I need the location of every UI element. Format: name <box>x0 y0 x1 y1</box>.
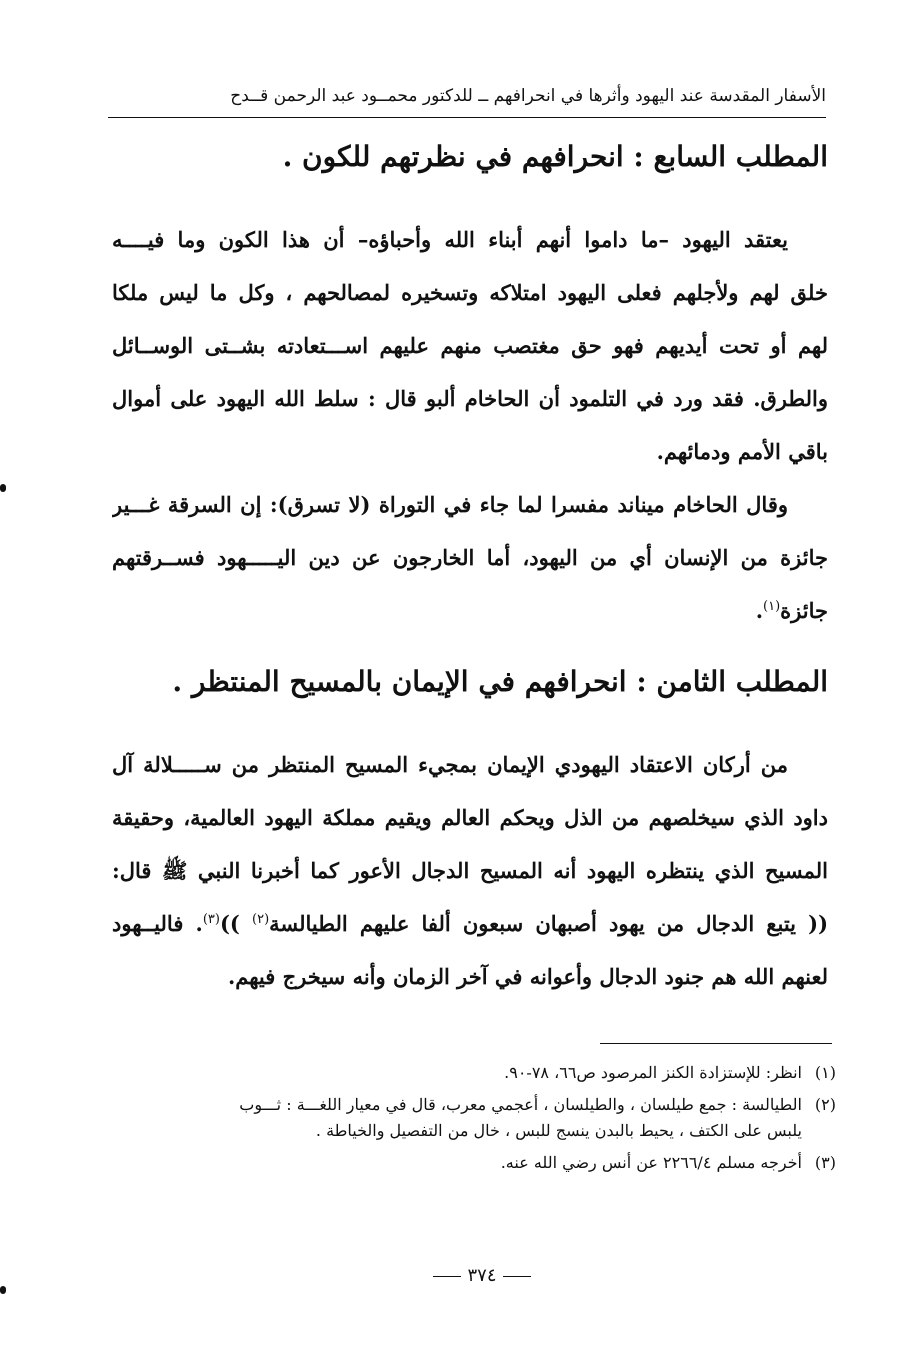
footnote-3 <box>112 1150 836 1176</box>
text-line: لعنهم الله هم جنود الدجال وأعوانه في آخر الزمان وأنه سيخرج فيهم. <box>227 964 828 989</box>
header-rule <box>108 117 826 118</box>
footnote-number: (٣) <box>814 1153 836 1172</box>
page-number-dash <box>503 1276 531 1277</box>
text-fragment: . فاليــهود <box>112 911 203 936</box>
text-line: باقي الأمم ودمائهم. <box>656 439 828 464</box>
page-number <box>412 1263 552 1289</box>
text-line: جائزة من الإنسان أي من اليهود، أما الخارجون عن دين اليـــــهود فســرقتهم <box>112 545 828 570</box>
footnote-text: يلبس على الكتف ، يحيط بالبدن ينسج للبس ، خال من التفصيل والخياطة . <box>315 1121 802 1140</box>
scan-edge-mark <box>0 484 6 492</box>
footnote-text: الطيالسة : جمع طيلسان ، والطيلسان ، أعجمي معرب، قال في معيار اللغـــة : ثـــوب <box>239 1095 802 1114</box>
section-heading-7: المطلب السابع : انحرافهم في نظرتهم للكون . <box>282 140 828 173</box>
page-number-dash <box>433 1276 461 1277</box>
footnote-number: (١) <box>814 1063 836 1082</box>
footnote-1 <box>112 1060 836 1086</box>
text-fragment: . <box>755 598 764 623</box>
footnote-ref-3[interactable]: (٣) <box>202 912 220 927</box>
text-line: لهم أو تحت أيديهم فهو حق مغتصب منهم عليهم اســـتعادته بشــتى الوســائل <box>112 333 828 358</box>
footnote-ref-2[interactable]: (٢) <box>252 912 270 927</box>
footnote-ref-1[interactable]: (١) <box>763 599 781 614</box>
section-heading-8: المطلب الثامن : انحرافهم في الإيمان بالمسيح المنتظر . <box>172 665 828 698</box>
text-line: والطرق. فقد ورد في التلمود أن الحاخام ألبو قال : سلط الله اليهود على أموال <box>112 386 828 411</box>
running-header: الأسفار المقدسة عند اليهود وأثرها في انحرافهم ــ للدكتور محمــود عبد الرحمن قــدح <box>230 86 826 106</box>
text-line: يعتقد اليهود –ما داموا أنهم أبناء الله وأحباؤه– أن هذا الكون وما فيــــه <box>112 227 788 252</box>
text-line: خلق لهم ولأجلهم فعلى اليهود امتلاكه وتسخيره لمصالحهم ، وكل ما ليس ملكا <box>112 280 828 305</box>
hadith-quote: (( يتبع الدجال من يهود أصبهان سبعون ألفا عليهم الطيالسة <box>269 911 828 936</box>
paragraph-worldview <box>112 213 828 478</box>
text-fragment: )) <box>219 911 252 936</box>
text-line-with-footnotes <box>112 897 828 950</box>
text-line-with-footnote <box>112 584 828 637</box>
footnote-number: (٢) <box>814 1095 836 1114</box>
page-number-value: ٣٧٤ <box>467 1265 497 1286</box>
footnotes <box>112 1060 836 1182</box>
text-fragment: جائزة <box>780 598 828 623</box>
text-line: وقال الحاخام ميناند مفسرا لما جاء في التوراة (لا تسرق): إن السرقة غـــير <box>112 492 788 517</box>
text-line: المسيح الذي ينتظره اليهود أنه المسيح الدجال الأعور كما أخبرنا النبي ﷺ قال: <box>112 858 828 883</box>
scan-edge-mark <box>0 1286 6 1294</box>
text-line: من أركان الاعتقاد اليهودي الإيمان بمجيء المسيح المنتظر من ســـــلالة آل <box>112 752 788 777</box>
footnote-text: انظر: للإستزادة الكنز المرصود ص٦٦، ٧٨-٩٠. <box>504 1063 802 1082</box>
paragraph-messiah <box>112 738 828 1003</box>
text-line: داود الذي سيخلصهم من الذل ويحكم العالم ويقيم مملكة اليهود العالمية، وحقيقة <box>112 805 828 830</box>
footnote-rule <box>600 1043 832 1044</box>
paragraph-theft <box>112 478 828 637</box>
footnote-text: أخرجه مسلم ٢٢٦٦/٤ عن أنس رضي الله عنه. <box>500 1153 802 1172</box>
footnote-2 <box>112 1092 836 1144</box>
